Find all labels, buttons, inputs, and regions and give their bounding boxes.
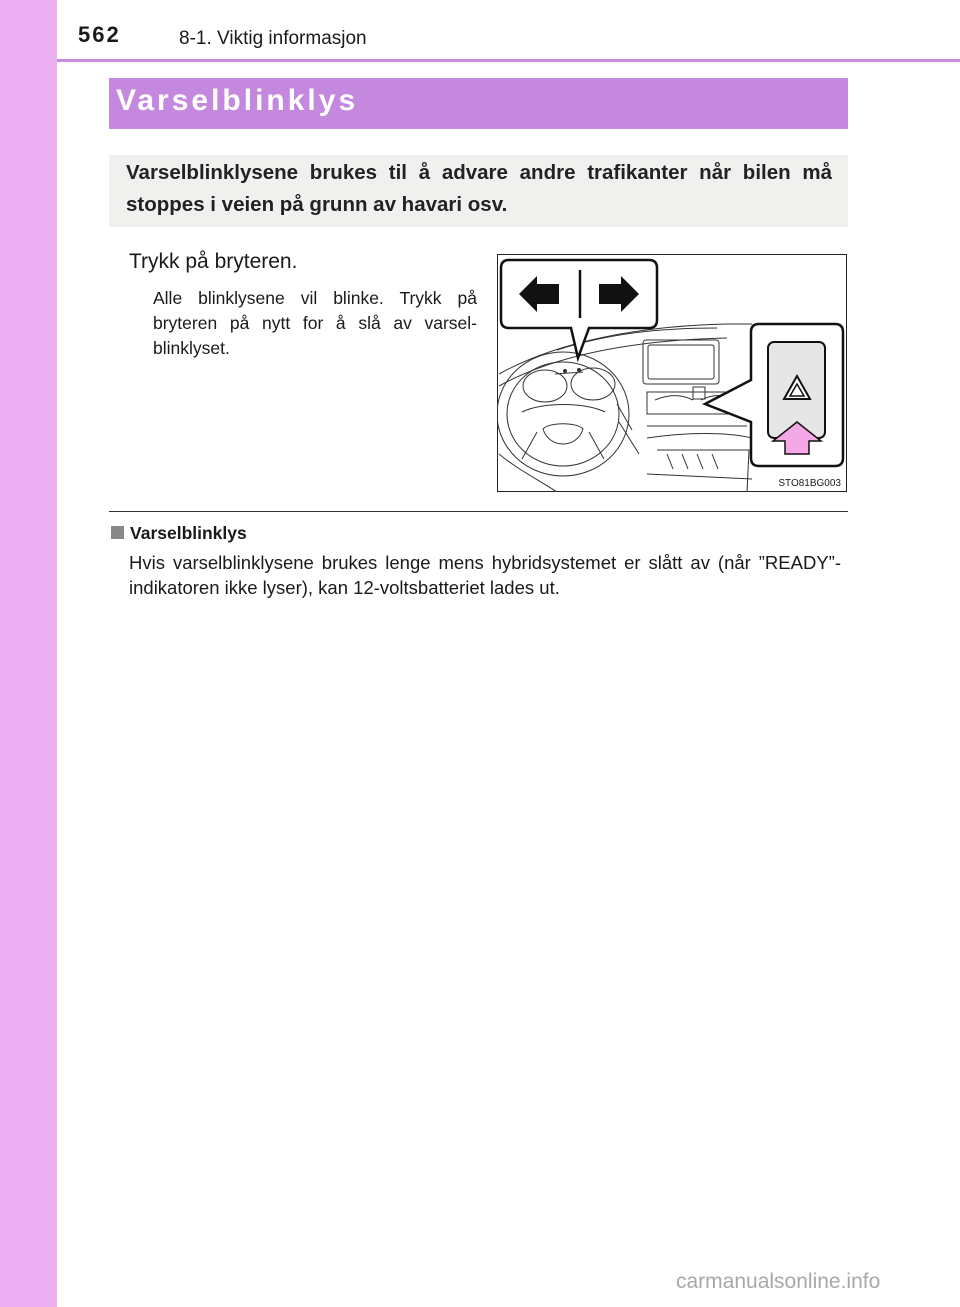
intro-text: Varselblinklysene brukes til å advare andre trafikanter når bilen må stoppes i veien på grunn av havari osv. [126, 161, 832, 216]
note-text: Hvis varselblinklysene brukes lenge mens hybridsystemet er slått av (når ”READY”-indikatoren ikke lyser), kan 12-voltsbatteriet lades ut. [129, 552, 841, 598]
section-divider [109, 511, 848, 512]
page-number: 562 [78, 22, 121, 47]
chapter-title: 8-1. Viktig informasjon [179, 28, 367, 49]
note-heading-text: Varselblinklys [130, 523, 247, 543]
note-heading [111, 523, 247, 544]
side-tab-strip [0, 0, 57, 1307]
watermark: carmanualsonline.info [676, 1270, 881, 1293]
step-instruction: Trykk på bryteren. [129, 250, 298, 273]
section-title: Varselblinklys [116, 84, 359, 117]
step-detail: Alle blinklysene vil blinke. Trykk på bryteren på nytt for å slå av varsel-blinklyset. [153, 288, 477, 358]
dashboard-illustration [497, 254, 847, 492]
header-divider [57, 59, 960, 62]
square-bullet-icon [111, 526, 124, 539]
figure-code: STO81BG003 [778, 478, 841, 489]
